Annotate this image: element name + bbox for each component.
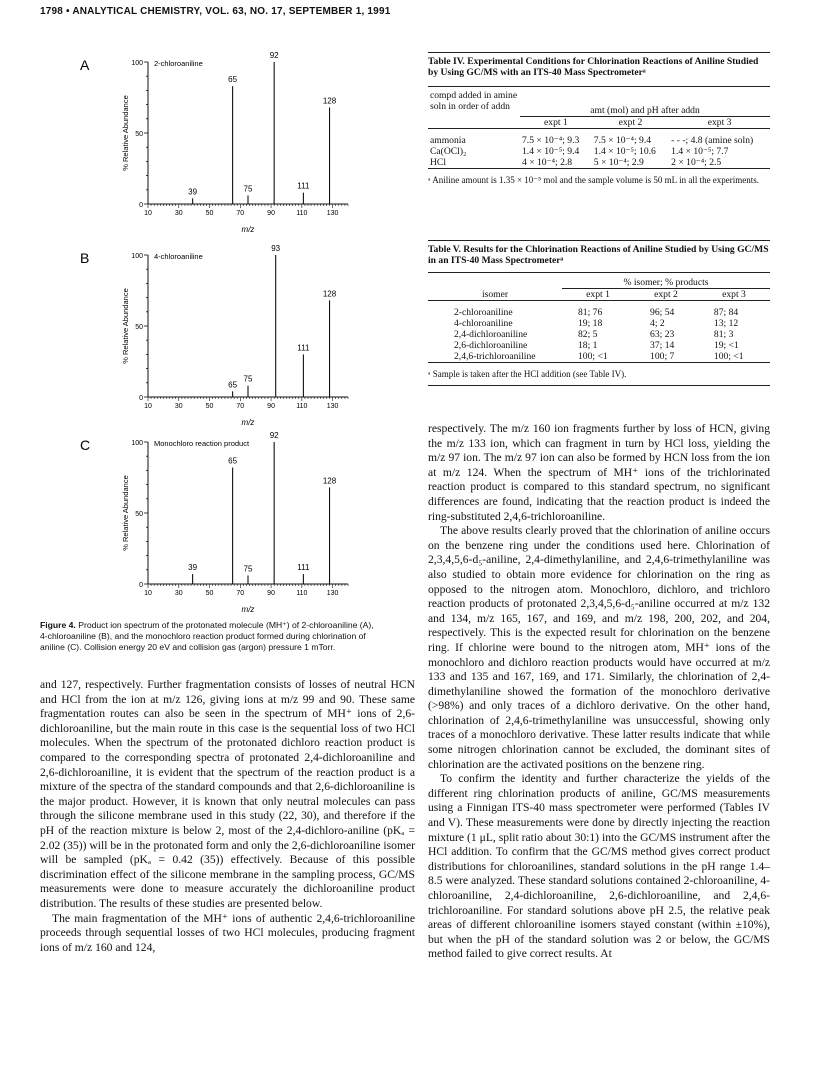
y-tick-label: 50 bbox=[135, 511, 143, 518]
x-tick-label: 90 bbox=[267, 210, 275, 217]
table-iv-footnote: ᵃ Aniline amount is 1.35 × 10⁻⁵ mol and the sample volume is 50 mL in all the experiments. bbox=[428, 175, 760, 185]
peak-label: 75 bbox=[243, 564, 253, 574]
table-row bbox=[428, 329, 770, 340]
table-cell: 81; 76 bbox=[578, 307, 603, 318]
table-v-col-head: expt 1 bbox=[586, 289, 610, 300]
peak-label: 75 bbox=[243, 184, 253, 194]
table-v-stub-head: isomer bbox=[481, 289, 509, 300]
x-tick-label: 110 bbox=[296, 590, 308, 597]
table-iv-col-head: expt 3 bbox=[707, 117, 732, 128]
table-cell: 5 × 10⁻⁴; 2.9 bbox=[593, 157, 644, 168]
y-tick-label: 100 bbox=[131, 440, 143, 447]
paragraph: respectively. The m/z 160 ion fragments further by loss of HCN, giving the m/z 133 ion, which can fragment in turn by HCl loss, yielding the m/z 97 ion. The m/z 97 ion can also be formed by HCN loss from the ion at m/z 124. When the spectrum of MH⁺ ions of the trichlorinated reaction product is compared to this standard spectrum, no significant differences are found, indicating that the reaction product is indeed the ring-substituted 2,4,6-trichloroaniline. bbox=[428, 422, 770, 523]
x-tick-label: 70 bbox=[236, 403, 245, 410]
x-tick-label: 10 bbox=[144, 403, 152, 410]
peak-label: 75 bbox=[243, 374, 253, 384]
table-iv-spanner: amt (mol) and pH after addn bbox=[520, 87, 770, 117]
table-row bbox=[428, 157, 770, 169]
peak-label: 65 bbox=[228, 456, 238, 466]
spectrum-panel-a bbox=[40, 52, 380, 252]
x-tick-label: 130 bbox=[326, 403, 339, 410]
paragraph: To confirm the identity and further characterize the yields of the different ring chlorination products of aniline, GC/MS measurements using a Finnigan ITS-40 mass spectrometer were performed (Tables IV and V). These measurements were done by directly injecting the reaction mixture (1 μL, split ratio about 30:1) into the GC/MS instrument after the HCl addition. To confirm that the GC/MS method gives correct product distributions for chloroanilines, standard solutions in the pH range 1.4–8.5 were analyzed. These standard solutions contained 2-chloroaniline, 4-chloroaniline, 2,4-dichloroaniline, 2,6-dichloroaniline, and 2,4,6-trichloroaniline. For standard solutions above pH 2.5, the relative peak areas of different chloroaniline isomers stayed constant (within ±10%), but when the pH of the standard solution was 2 or below, the GC/MS method failed to give correct results. At bbox=[428, 772, 770, 961]
table-cell: 1.4 × 10⁻⁵; 9.4 bbox=[522, 146, 580, 157]
table-v-col-head: expt 3 bbox=[722, 289, 746, 300]
spectrum-svg bbox=[40, 245, 380, 445]
table-row bbox=[428, 307, 770, 318]
peak-label: 65 bbox=[228, 75, 238, 85]
figure-caption-text: Product ion spectrum of the protonated molecule (MH⁺) of 2-chloroaniline (A), 4-chloroaniline (B), and the monochloro reaction product formed during chlorination of aniline (C). Collision energy 20 eV and collision gas (argon) pressure 1 mTorr. bbox=[40, 620, 374, 652]
x-tick-label: 130 bbox=[326, 210, 339, 217]
peak-label: 111 bbox=[297, 181, 310, 191]
peak-label: 128 bbox=[322, 96, 337, 106]
paragraph: and 127, respectively. Further fragmentation consists of losses of neutral HCN and HCl from the ion at m/z 126, giving ions at m/z 99 and 90. These same fragmentation routes can also be seen in the spectrum of MH⁺ ions of 2,6-dichloroaniline, but the main route in this case is the sequential loss of two HCl molecules. When the spectrum of the protonated dichloro reaction product is compared to the corresponding spectra of protonated 2,4-dichloroaniline and 2,6-dichloroaniline, it is evident that the spectrum of the reaction product is a mixture of the spectra of the standard compounds and that 2,6-dichloroaniline is the major product. However, it is known that only neutral molecules can pass through the silicone membrane used in this study (22, 30), and therefore if the pH of the reaction mixture is below 2, most of the 2,4-dichloro-aniline (pKₐ = 2.02 (35)) will be in the protonated form and only the 2,6-dichloroaniline isomer will be sampled (pKₐ = 0.42 (35)) effectively. Because of this possible discrimination effect of the silicone membrane in the sampling process, GC/MS measurements were done to measure accurately the dichloroaniline product distribution. The results of these studies are presented below. bbox=[40, 678, 415, 910]
figure-caption bbox=[40, 620, 380, 653]
table-cell: 2,6-dichloroaniline bbox=[454, 340, 528, 351]
paragraph: The main fragmentation of the MH⁺ ions of authentic 2,4,6-trichloroaniline proceeds through sequential losses of two HCl molecules, producing fragment ions of m/z 160 and 124, bbox=[40, 911, 415, 954]
y-tick-label: 50 bbox=[135, 324, 143, 331]
table-v bbox=[428, 240, 770, 386]
table-cell: ammonia bbox=[430, 135, 466, 146]
figure-caption-label: Figure 4. bbox=[40, 620, 76, 630]
table-cell: 100; 7 bbox=[650, 351, 675, 362]
table-cell: 100; <1 bbox=[713, 351, 744, 362]
table-cell: 100; <1 bbox=[578, 351, 608, 362]
spectrum-title: Monochloro reaction product bbox=[154, 439, 250, 448]
table-v-spanner: % isomer; % products bbox=[562, 273, 770, 289]
table-cell: 63; 23 bbox=[650, 329, 675, 340]
paragraph: The above results clearly proved that the chlorination of aniline occurs on the benzene ring under the conditions used here. Chlorination of 2,3,4,5,6-d₅-aniline, 2,4-dimethylaniline, and 2,4,6-trimethylaniline was also studied to obtain more evidence for chlorination on the ring as opposed to the nitrogen atom. Monochloro, dichloro, and trichloro reaction products of protonated 2,3,4,5,6-d₅-aniline occurred at m/z 132 and 134, m/z 165, 167, and 169, and m/z 198, 200, 202, and 204, respectively. This is the expected result for chlorination on the benzene ring. If chlorine were bound to the nitrogen atom, MH⁺ ions of the monochloro and dichloro reaction products would have occurred at m/z 133 and 135 and 167, 169, and 171. Similarly, the chlorination of 2,4-dimethylaniline showed the formation of the monochloro derivative (>98%) and only traces of a dichloro derivative. On the other hand, chlorination of 2,4,6-trimethylaniline was unsuccessful, showing only traces of a monochloro derivative. These latter results indicate that while some nitrogen chlorination cannot be excluded, the dominant sites of chlorination are the activated positions on the benzene ring. bbox=[428, 524, 770, 771]
x-tick-label: 70 bbox=[236, 210, 245, 217]
table-v-footnote: ᵃ Sample is taken after the HCl addition (see Table IV). bbox=[428, 369, 627, 379]
x-tick-label: 90 bbox=[267, 590, 275, 597]
table-cell: 2 × 10⁻⁴; 2.5 bbox=[671, 157, 722, 168]
table-cell: 4-chloroaniline bbox=[454, 318, 513, 329]
table-row bbox=[428, 318, 770, 329]
peak-label: 39 bbox=[188, 187, 198, 197]
y-tick-label: 50 bbox=[135, 131, 143, 138]
table-cell: 37; 14 bbox=[650, 340, 675, 351]
table-cell: 18; 1 bbox=[578, 340, 598, 351]
peak-label: 128 bbox=[322, 476, 337, 486]
table-cell: 7.5 × 10⁻⁴; 9.3 bbox=[522, 135, 580, 146]
running-header: 1798 • ANALYTICAL CHEMISTRY, VOL. 63, NO. 17, SEPTEMBER 1, 1991 bbox=[40, 6, 391, 17]
table-cell: 96; 54 bbox=[650, 307, 675, 318]
table-iv-grid bbox=[428, 86, 770, 173]
x-tick-label: 110 bbox=[296, 403, 308, 410]
peak-label: 39 bbox=[188, 563, 198, 573]
x-axis-label: m/z bbox=[241, 418, 255, 427]
table-cell: 19; <1 bbox=[713, 340, 739, 351]
table-row bbox=[428, 135, 770, 146]
table-row bbox=[428, 146, 770, 157]
table-cell: 2,4-dichloroaniline bbox=[454, 329, 528, 340]
x-tick-label: 10 bbox=[144, 590, 152, 597]
table-cell: 4 × 10⁻⁴; 2.8 bbox=[522, 157, 573, 168]
x-tick-label: 10 bbox=[144, 210, 152, 217]
table-row bbox=[428, 340, 770, 351]
table-v-title: Table V. Results for the Chlorination Reactions of Aniline Studied by Using GC/MS in an ITS-40 Mass Spectrometerᵃ bbox=[428, 240, 770, 266]
y-tick-label: 100 bbox=[131, 60, 143, 67]
table-cell: 1.4 × 10⁻⁵; 10.6 bbox=[593, 146, 656, 157]
x-tick-label: 110 bbox=[296, 210, 308, 217]
x-tick-label: 30 bbox=[174, 210, 183, 217]
table-cell: 4; 2 bbox=[650, 318, 665, 329]
x-tick-label: 50 bbox=[205, 403, 214, 410]
y-axis-label: % Relative Abundance bbox=[121, 95, 130, 171]
x-tick-label: 130 bbox=[326, 590, 339, 597]
table-v-col-head: expt 2 bbox=[654, 289, 678, 300]
spectrum-title: 2-chloroaniline bbox=[154, 59, 203, 68]
x-tick-label: 70 bbox=[236, 590, 245, 597]
peak-label: 65 bbox=[228, 380, 238, 390]
peak-label: 92 bbox=[269, 432, 279, 440]
table-v-grid bbox=[428, 272, 770, 367]
table-cell: 82; 5 bbox=[578, 329, 598, 340]
x-axis-label: m/z bbox=[241, 605, 255, 614]
table-iv-stub-head: compd added in amine soln in order of addn bbox=[430, 90, 518, 112]
x-tick-label: 50 bbox=[205, 210, 214, 217]
spectrum-panel-b bbox=[40, 245, 380, 445]
table-iv-col-head: expt 1 bbox=[544, 117, 568, 128]
table-cell: 1.4 × 10⁻⁵; 7.7 bbox=[671, 146, 729, 157]
peak-label: 128 bbox=[322, 289, 337, 299]
x-axis-label: m/z bbox=[241, 225, 255, 234]
left-column-text bbox=[40, 678, 415, 955]
table-cell: 81; 3 bbox=[713, 329, 734, 340]
y-axis-label: % Relative Abundance bbox=[121, 288, 130, 364]
table-cell: 2,4,6-trichloroaniline bbox=[454, 351, 536, 362]
peak-label: 111 bbox=[297, 343, 310, 353]
peak-label: 93 bbox=[271, 245, 281, 253]
spectrum-panel-c bbox=[40, 432, 380, 632]
x-tick-label: 30 bbox=[174, 590, 183, 597]
peak-label: 92 bbox=[269, 52, 279, 60]
table-iv bbox=[428, 52, 770, 186]
table-cell: 19; 18 bbox=[578, 318, 603, 329]
table-cell: HCl bbox=[430, 157, 446, 168]
table-cell: 87; 84 bbox=[713, 307, 739, 318]
table-cell: 7.5 × 10⁻⁴; 9.4 bbox=[593, 135, 652, 146]
peak-label: 111 bbox=[297, 563, 310, 573]
panel-letter: C bbox=[80, 437, 91, 453]
x-tick-label: 90 bbox=[267, 403, 275, 410]
right-column-text bbox=[428, 422, 770, 962]
spectrum-title: 4-chloroaniline bbox=[154, 252, 203, 261]
y-tick-label: 100 bbox=[131, 253, 143, 260]
y-tick-label: 0 bbox=[139, 582, 143, 589]
spectrum-svg bbox=[40, 52, 380, 252]
table-cell: 2-chloroaniline bbox=[454, 307, 513, 318]
x-tick-label: 30 bbox=[174, 403, 183, 410]
panel-letter: A bbox=[80, 57, 90, 73]
table-cell: 13; 12 bbox=[713, 318, 739, 329]
y-axis-label: % Relative Abundance bbox=[121, 475, 130, 551]
panel-letter: B bbox=[80, 250, 90, 266]
y-tick-label: 0 bbox=[139, 202, 143, 209]
table-row bbox=[428, 351, 770, 363]
y-tick-label: 0 bbox=[139, 395, 143, 402]
table-iv-col-head: expt 2 bbox=[618, 117, 643, 128]
table-cell: Ca(OCl)₂ bbox=[430, 146, 467, 157]
table-iv-title: Table IV. Experimental Conditions for Chlorination Reactions of Aniline Studied by Using GC/MS with an ITS-40 Mass Spectrometerᵃ bbox=[428, 52, 770, 78]
spectrum-svg bbox=[40, 432, 380, 632]
table-cell: - - -; 4.8 (amine soln) bbox=[671, 135, 754, 146]
x-tick-label: 50 bbox=[205, 590, 214, 597]
